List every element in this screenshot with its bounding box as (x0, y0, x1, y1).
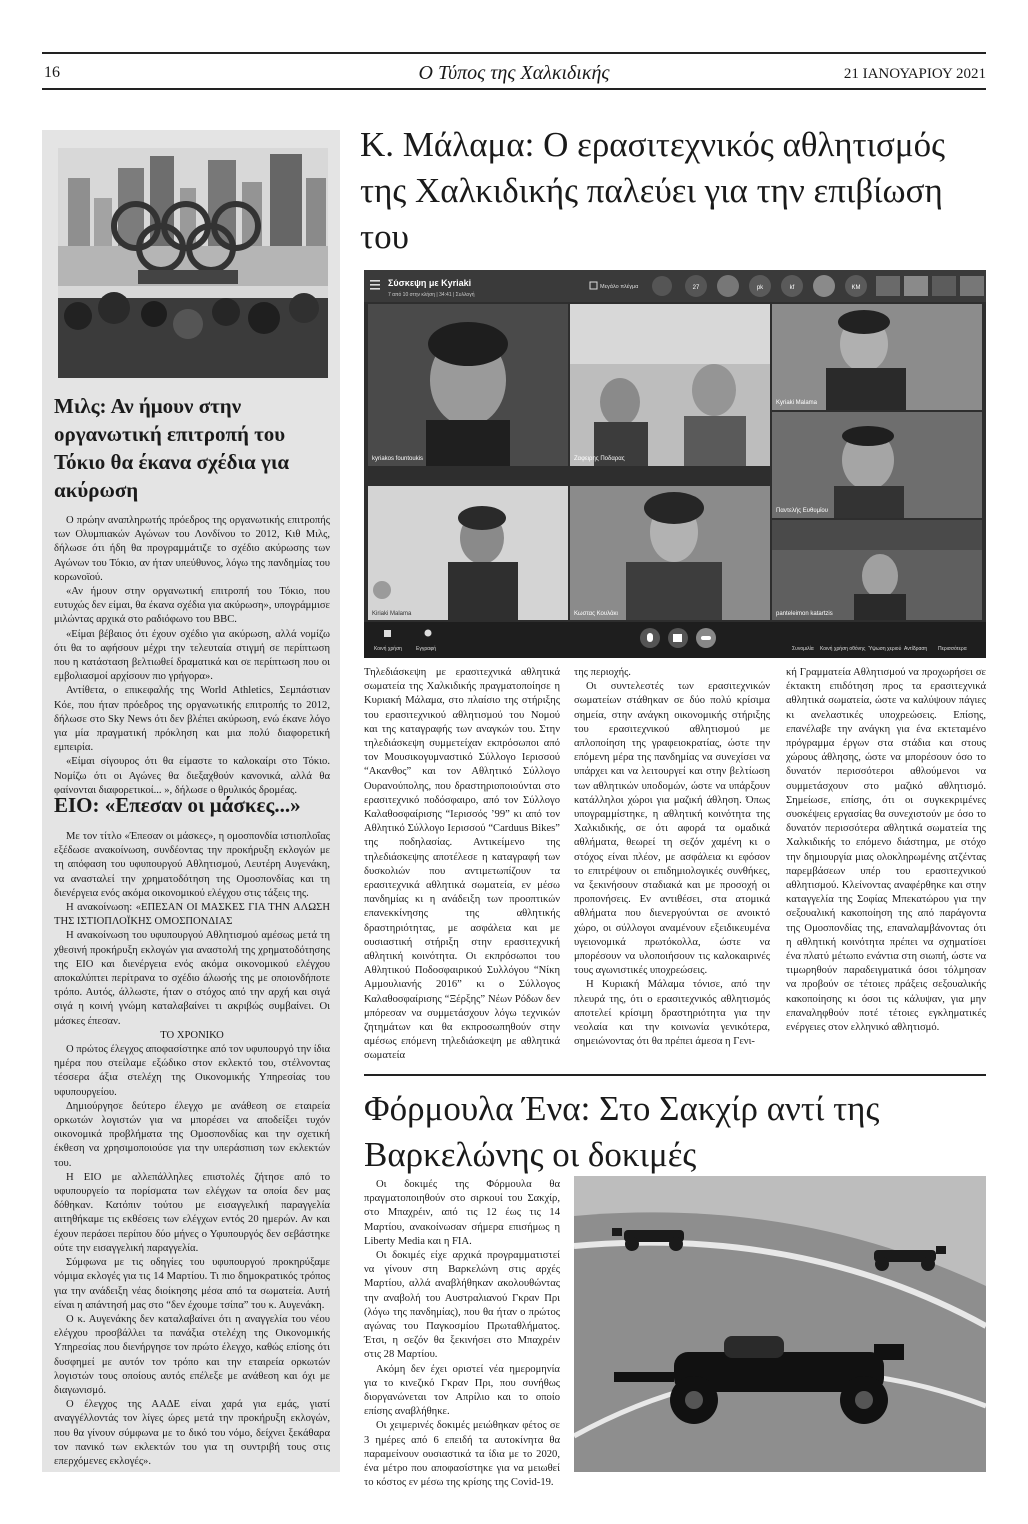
sidebar-headline-2: ΕΙΟ: «Επεσαν οι μάσκες...» (54, 793, 301, 817)
participant-name: Κωστας Κουλάκι (574, 611, 618, 617)
sidebar-column (42, 130, 340, 1472)
paragraph: «Είμαι σίγουρος ότι θα είμαστε το καλοκαίρι στο Τόκιο. Νομίζω ότι οι Αγώνες θα διεξαχθούν κανονικά, αλλά θα φαίνονται διαφορετικοί... », δήλωσε ο θρυλικός δρομέας. (54, 756, 330, 796)
toolbar-label[interactable]: Συνομιλία (792, 646, 814, 652)
microphone-icon (647, 633, 653, 642)
sidebar-headline-1: Μιλς: Αν ήμουν στην οργανωτική επιτροπή του Τόκιο θα έκανα σχέδια για ακύρωση (54, 394, 290, 502)
paragraph: Η ανακοίνωση του υφυπουργού Αθλητισμού αμέσως μετά τη χθεσινή προκήρυξη εκλογών για αναστολή της χρηματοδότησης της ΕΙΟ και διενέργεια ενός ακόμα οικονομικού ελέγχου αποκαλύπτει περίτρανα το σχέδιο άλωσής της με οποιονδήποτε τρόπο. Αυτός, άλλωστε, ήταν ο στόχος από την αρχή και σιγά σιγά η κοινή γνώμη καταλαβαίνει τι ακριβώς συμβαίνει. Οι μάσκες έπεσαν. (54, 930, 330, 1027)
participant-name: Παντελής Ευθυμίου (776, 508, 829, 514)
call-title: Σύσκεψη με Kyriaki (388, 278, 472, 288)
paragraph: Οι δοκιμές είχε αρχικά προγραμματιστεί να γίνουν στη Βαρκελώνη στις αρχές Μαρτίου, αλλά αναβλήθηκαν ακολουθώντας την αναβολή του Αυστραλιανού Γκραν Πρι (λόγω της πανδημίας), που θα ήταν ο πρώτος αγώνας του Παγκοσμίου Πρωταθλήματος. Έτσι, η σεζόν θα ξεκινήσει στο Μπαχρέιν στις 28 Μαρτίου. (364, 1250, 560, 1361)
sidebar-article-2 (54, 830, 330, 1469)
skype-icon (373, 581, 391, 599)
avatar-initials: pk (756, 285, 764, 291)
call-subtitle: 7 από 10 στην κλήση | 34:41 | Συλλογή (388, 292, 475, 298)
record-icon[interactable] (425, 630, 432, 637)
participant-name: panteleimon katartzis (776, 611, 833, 617)
section-divider (364, 1074, 986, 1076)
participant-count: 27 (692, 285, 700, 291)
paragraph: Τηλεδιάσκεψη με ερασιτεχνικά αθλητικά σωματεία της Χαλκιδικής πραγματοποίησε η Κυριακή Μάλαμα, στο πλαίσιο της στήριξης του ερασιτεχνικού αθλητισμού του Νομού και της καταγραφής των αναγκών του. Στην τηλεδιάσκεψη συμμετείχαν εκπρόσωποι από τον Μουσικογυμναστικό Σύλλογο Ιερισσού “Ακανθος” και τον Αθλητικό Σύλλογο Ουρανούπολης, που δραστηριοποιούνται στο ερασιτεχνικό ποδόσφαιρο, από τον Σύλλογο Καλαθοσφαίρισης “Ιερισσός ’99” κι από τον Αθλητικό Σύλλογο Ιερισσού “Carduus Bikes” της ποδηλασίας. Αντικείμενο της τηλεδιάσκεψης αποτέλεσε η καταγραφή των δυσκολιών που αντιμετωπίζουν τα ερασιτεχνικά αθλητικά σωματεία, εν μέσω πανδημίας κι η ανάδειξη των προοπτικών επανεκκίνησης της αθλητικής δραστηριότητας, με ασφάλεια και με ουσιαστική στήριξη στην ερασιτεχνική αθλητική κοινότητα. Οι εκπρόσωποι του Αθλητικού Ποδοσφαιρικού Συλλόγου “Νίκη Αμμουλιανής 2016” κι ο Σύλλογος Καλαθοσφαίρισης “Ξέρξης” Νέων Ρόδων δεν μπόρεσαν να συμμετάσχουν λόγω τεχνικών ζητημάτων και θα εκπροσωπηθούν στην αμέσως επόμενη τηλεδιάσκεψη με αθλητικά σωματεία (364, 667, 560, 1062)
share-icon[interactable] (384, 630, 391, 637)
toolbar-label[interactable]: Περισσότερα (938, 646, 967, 652)
toolbar-label[interactable]: Ύψωση χεριού (868, 646, 902, 652)
video-call-screenshot (364, 270, 986, 658)
avatar (813, 275, 835, 297)
toolbar-label[interactable]: Αντίδραση (904, 646, 928, 652)
camera-icon (673, 634, 682, 642)
paragraph: Ο έλεγχος της ΑΑΔΕ είναι χαρά για εμάς, γιατί αναγγέλλοντάς τον λίγες ώρες μετά την προκήρυξη εκλογών, που θα γίνουν σύμφωνα με το δικό του νόμο, δείχνει ξεκάθαρα τον πανικό των εκλεκτών του για τη συντριβή τους στις επερχόμενες εκλογές». (54, 1399, 330, 1467)
sidebar-article-1 (54, 514, 330, 798)
page-number: 16 (44, 64, 60, 81)
avatar-initials: kf (789, 285, 795, 291)
thumbnail-tile (932, 276, 956, 296)
paragraph: Ακόμη δεν έχει οριστεί νέα ημερομηνία για το κινεζικό Γκραν Πρι, που συνήθως διοργανώνεται τον Απρίλιο και το οποίο επίσης αναβλήθηκε. (364, 1363, 560, 1418)
article-column-1 (364, 666, 560, 1064)
avatar-initials: KM (851, 285, 861, 291)
menu-icon (370, 280, 380, 290)
view-mode-label[interactable]: Μεγάλο πλέγμα (600, 284, 639, 290)
paragraph: Οι χειμερινές δοκιμές μειώθηκαν φέτος σε 3 ημέρες από 6 επειδή τα αυτοκίνητα θα παραμείνουν ουσιαστικά τα ίδια με το 2020, ένα μέτρο που αποφασίστηκε για να μειωθεί το κόστος εν μέσω της κρίσης της Covid-19. (364, 1420, 560, 1489)
participant-name: Kyriaki Malama (776, 400, 818, 406)
article-column-3 (786, 666, 986, 1035)
thumbnail-tile (960, 276, 984, 296)
participant-name: kyriakos fountoukis (372, 456, 424, 462)
paragraph: Οι συντελεστές των ερασιτεχνικών σωματείων στάθηκαν σε δύο πολύ κρίσιμα σημεία, στην ανάγκη οικονομικής στήριξης του ερασιτεχνικού αθλητισμού με απλοποίηση της γραφειοκρατίας, ώστε την επόμενη μέρα της πανδημίας να συνεχίσει να υπάρχει και να λειτουργεί και στην βελτίωση των αθλητικών υποδομών, ώστε να υπάρξουν κατάλληλοι χώροι για μαζική άθληση. Όπως υπογραμμίστηκε, η αθλητική κοινότητα της Χαλκιδικής, σε ότι αφορά τα ομαδικά αθλήματα, θεωρεί τη σεζόν χαμένη κι ο στόχος είναι πλέον, με ασφάλεια κι εφόσον το επιτρέψουν οι επιδημιολογικές συνθήκες, να ξεκινήσουν σταδιακά και με προσοχή οι προπονήσεις. Εν αντιθέσει, στα ατομικά αθλήματα που διενεργούνται σε ανοικτό χώρο, οι σύλλογοι αναμένουν εξειδικευμένα υγειονομικά πρωτόκολλα, ώστε να μπορέσουν να υλοποιήσουν τις καλοκαιρινές τους αγωνιστικές υποχρεώσεις. (574, 681, 770, 977)
paragraph: Οι δοκιμές της Φόρμουλα θα πραγματοποιηθούν στο σιρκουί του Σακχίρ, στο Μπαχρέιν, από τις 12 έως τις 14 Μαρτίου, ανακοίνωσαν σήμερα επισήμως η Liberty Media και η FIA. (364, 1179, 560, 1247)
f1-article (364, 1178, 560, 1490)
paragraph: κή Γραμματεία Αθλητισμού να προχωρήσει σε έκτακτη επιδότηση προς τα ερασιτεχνικά αθλητικά σωματεία, ώστε να καλύψουν πάγιες κι ανελαστικές υποχρεώσεις. Επίσης, επανέλαβε την ανάγκη για ένα εκτεταμένο πρόγραμμα έργων στα στάδια και στους χώρους άθλησης, ώστε να μπορέσουν όσο το δυνατόν περισσότεροι αθλούμενοι να συμμετάσχουν στο μαζικό αθλητισμό. Σημείωσε, επίσης, ότι οι συγκεκριμένες συσκέψεις εργασίας θα συνεχιστούν με όσο το δυνατόν περισσότερα αθλητικά σωματεία της Χαλκιδικής το επόμενο διάστημα, με στόχο την δημιουργία μιας ολοκληρωμένης ατζέντας παρεμβάσεων υπέρ του ερασιτεχνικού αθλητισμού. Κλείνοντας αναφέρθηκε και στην καταγγελία της Σοφίας Μπεκατώρου για την σεξουαλική κακοποίηση της από παράγοντα της Ομοσπονδίας της, επαναλαμβάνοντας ότι η αθλητική κοινότητα πρέπει να σχηματίσει ένα πλατύ μέτωπο ενάντια στη σιωπή, ώστε να τιμωρηθούν παραδειγματικά όσοι τόλμησαν να προβούν σε τέτοιες πράξεις σεξουαλικής κακοποίησης κι όσοι τις κάλυψαν, για μην επαναληφθούν ποτέ τέτοιες εγκληματικές ενέργειες στον ελληνικό αθλητισμό. (786, 667, 986, 1034)
paragraph: Ο κ. Αυγενάκης δεν καταλαβαίνει ότι η αναγγελία του νέου ελέγχου προσβάλλει τα πανάξια στελέχη της Οικονομικής Υπηρεσίας που διενήργησε τον πρώτο έλεγχο, καθώς επίσης ότι δυσφημεί με αυτόν τον τρόπο και την εταιρεία ορκωτών λογιστών τους οποίους αυτός επέλεξε με ανάθεση και όχι με διαγωνισμό. (54, 1313, 330, 1396)
toolbar-label[interactable]: Εγγραφή (416, 646, 437, 652)
paragraph: Αντίθετα, ο επικεφαλής της World Athletics, Σεμπάστιαν Κόε, που ήταν πρόεδρος της οργανωτικής επιτροπής το 2012, δήλωσε στο Sky News ότι δεν βλέπει ακύρωση, ενώ έκανε λόγο για μία πραγματική πρόκληση και μια πολύ διαφορετική εμπειρία. (54, 685, 330, 754)
paragraph: Με τον τίτλο «Έπεσαν οι μάσκες», η ομοσπονδία ιστιοπλοΐας εξέδωσε ανακοίνωση, συνδέοντας την προκήρυξη εκλογών με τη απόφαση του υφυπουργού Αθλητισμού, Λευτέρη Αυγενάκη, να ανασταλεί την χρηματοδότηση της Ομοσπονδίας και τη διενέργεια ενός ακόμα οικονομικού ελέγχου στις τάξεις της. (54, 831, 330, 899)
tokyo-olympic-rings-photo (58, 148, 328, 378)
add-person-icon[interactable] (652, 276, 672, 296)
paragraph: Δημιούργησε δεύτερο έλεγχο με ανάθεση σε εταιρεία ορκωτών λογιστών για να μπορέσει να αποδείξει τυχόν οικονομικά προβλήματα της Ομοσπονδίας και την σχετική έκθεση να χρησιμοποιούσε για την υπεράσπιση των εκλεκτών του. (54, 1100, 330, 1169)
paragraph: «Αν ήμουν στην οργανωτική επιτροπή του Τόκιο, που ευτυχώς δεν είμαι, θα έκανα σχέδια για ακύρωση», υπογράμμισε μιλώντας αρχικά στο ραδιόφωνο του BBC. (54, 586, 330, 626)
formula1-cars-photo (574, 1176, 986, 1472)
paragraph: Η ΕΙΟ με αλλεπάλληλες επιστολές ζήτησε από το υφυπουργείο τα πορίσματα των ελέγχων τα οποία δεν μας δόθηκαν. Κατόπιν τούτου με εισαγγελική παραγγελία αιτηθήκαμε τις εκθέσεις των ελέγχων εντός 20 ημερών. Αν και έχουν περάσει περίπου δύο μήνες ο Υφυπουργός δεν σεβάστηκε ούτε την εισαγγελική παραγγελία. (54, 1171, 330, 1254)
toolbar-label[interactable]: Κοινή χρήση (374, 646, 402, 652)
avatar (717, 275, 739, 297)
toolbar-label[interactable]: Κοινή χρήση οθόνης (820, 646, 866, 652)
f1-headline: Φόρμουλα Ένα: Στο Σακχίρ αντί της Βαρκελώνης οι δοκιμές (364, 1089, 880, 1174)
participant-name: Kiriaki Malama (372, 611, 412, 617)
article-column-2 (574, 666, 770, 1049)
paragraph: Ο πρώην αναπληρωτής πρόεδρος της οργανωτικής επιτροπής των Ολυμπιακών Αγώνων του Λονδίνου το 2012, Κιθ Μιλς, δήλωσε ότι ήδη θα προγραμμάτιζε το σχέδιο ακύρωσης των Αγώνων του Τόκιο, αν ήταν υπεύθυνος, λόγω της πανδημίας του κορωνοϊού. (54, 515, 330, 583)
thumbnail-tile (876, 276, 900, 296)
header-rule-top (42, 52, 986, 54)
issue-date: 21 ΙΑΝΟΥΑΡΙΟΥ 2021 (843, 66, 986, 82)
header-rule-bottom (42, 88, 986, 90)
thumbnail-tile (904, 276, 928, 296)
participant-name: Ζαφειρης Ποδαρας (574, 456, 625, 462)
main-headline: Κ. Μάλαμα: Ο ερασιτεχνικός αθλητισμός της Χαλκιδικής παλεύει για την επιβίωση του (360, 125, 945, 256)
subheading: ΤΟ ΧΡΟΝΙΚΟ (160, 1029, 224, 1041)
paragraph: Ο πρώτος έλεγχος αποφασίστηκε από τον υφυπουργό την ίδια ημέρα που στείλαμε εξώδικο στον εκλεκτό του, στέλνοντας τέσσερα άξια στελέχη της Οικονομικής Υπηρεσίας του υφυπουργείου. (54, 1044, 330, 1098)
newspaper-name: Ο Τύπος της Χαλκιδικής (418, 62, 610, 84)
hangup-icon (701, 636, 711, 640)
paragraph: Σύμφωνα με τις οδηγίες του υφυπουργού προκηρύξαμε νόμιμα εκλογές για τις 14 Μαρτίου. Τι πιο δημοκρατικός τρόπος για την ανάδειξη νέας διοίκησης μέσα από τα σωματεία. Αυτή είναι η απάντησή μας στο “δεν έχουμε τσίπα” του κ. Αυγενάκη. (54, 1257, 330, 1311)
paragraph: της περιοχής. (574, 667, 631, 678)
paragraph: Η ανακοίνωση: «ΕΠΕΣΑΝ ΟΙ ΜΑΣΚΕΣ ΓΙΑ ΤΗΝ ΑΛΩΣΗ ΤΗΣ ΙΣΤΙΟΠΛΟΪΚΗΣ ΟΜΟΣΠΟΝΔΙΑΣ (54, 902, 330, 928)
paragraph: «Είμαι βέβαιος ότι έχουν σχέδιο για ακύρωση, αλλά νομίζω ότι θα το αφήσουν μέχρι την τελευταία στιγμή σε περίπτωση που η κατάσταση βελτιωθεί δραματικά και σε περίπτωση που οι εμβολιασμοί αρχίσουν πιο γρήγορα». (54, 628, 330, 683)
paragraph: Η Κυριακή Μάλαμα τόνισε, από την πλευρά της, ότι ο ερασιτεχνικός αθλητισμός αποτελεί κρίσιμη δραστηριότητα για την νεολαία και την κοινωνία γενικότερα, σημειώνοντας ότι θα πρέπει άμεσα η Γενι- (574, 979, 770, 1048)
